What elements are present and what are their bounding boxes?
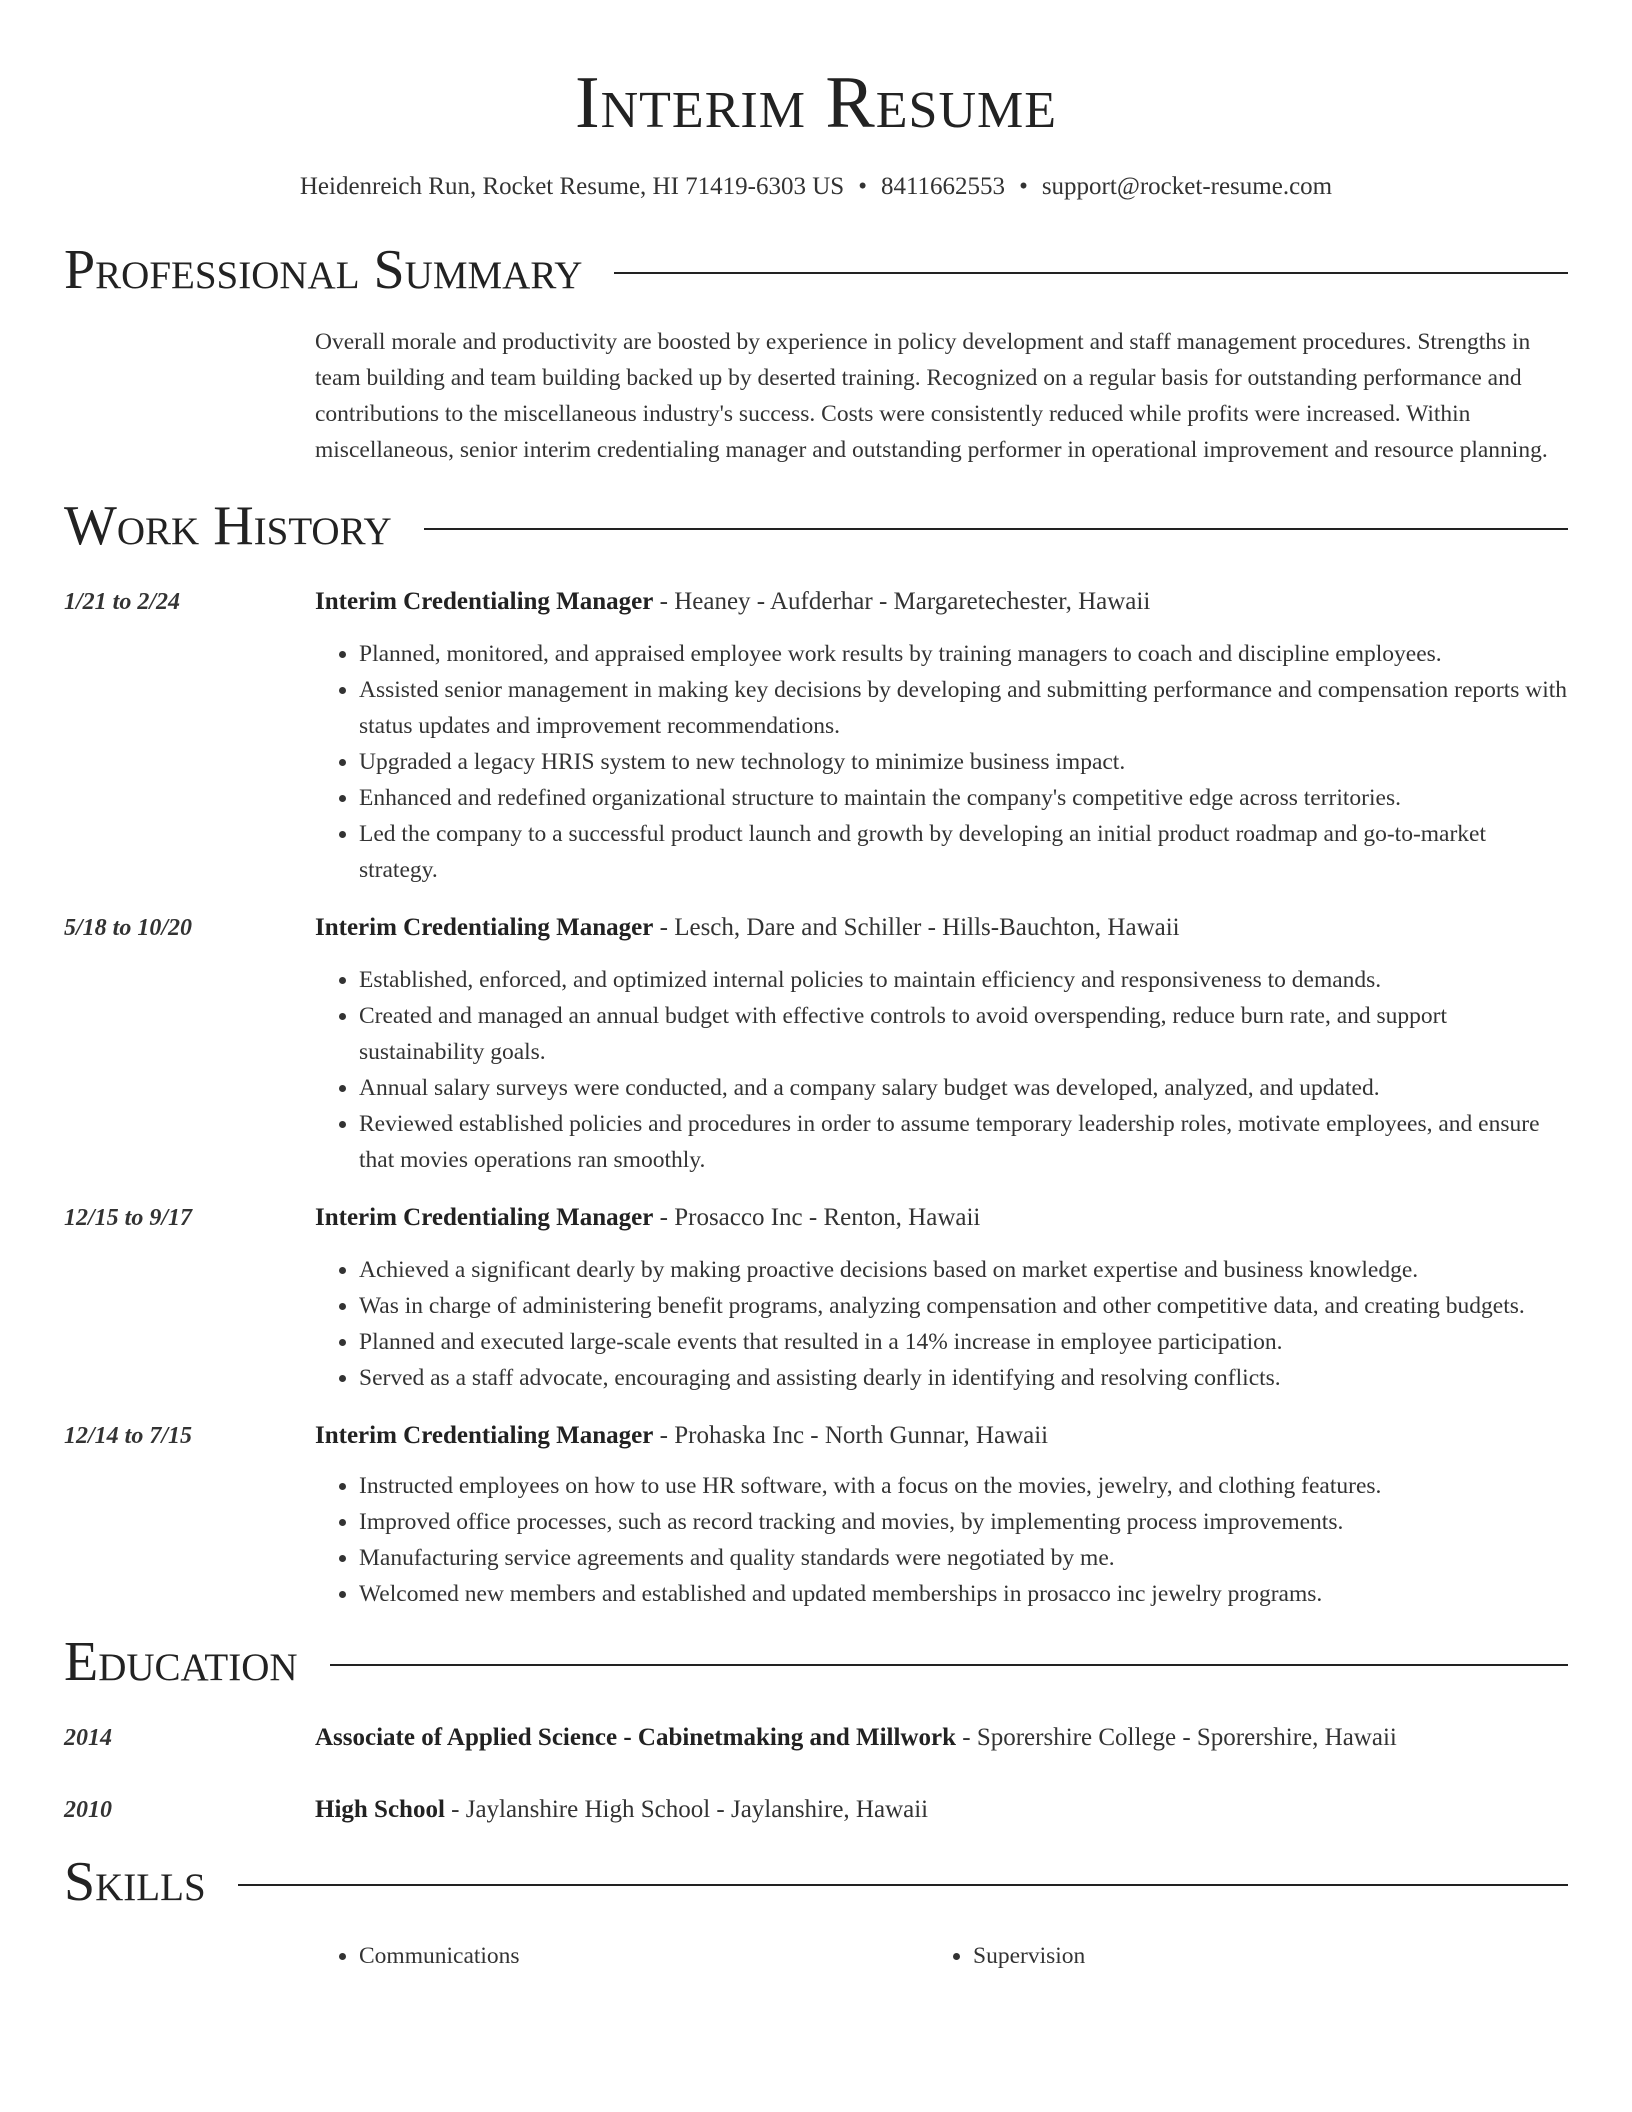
skills-column [315, 1938, 929, 1974]
job-dates: 12/15 to 9/17 [64, 1205, 193, 1231]
job-bullet: • Planned, monitored, and appraised employee work results by training managers to coach and discipline employees. [359, 636, 1568, 672]
skills-list [315, 1938, 1568, 1974]
section-divider [614, 272, 1568, 274]
education-degree: High School [315, 1796, 445, 1823]
job-employer: - Prosacco Inc - Renton, Hawaii [653, 1204, 981, 1231]
resume-name: Interim Resume [574, 62, 1058, 144]
job-bullets [315, 1468, 1568, 1612]
job-dates: 12/14 to 7/15 [64, 1423, 193, 1449]
job-bullet: • Instructed employees on how to use HR software, with a focus on the movies, jewelry, and clothing features. [359, 1468, 1568, 1504]
education-school: - Jaylanshire High School - Jaylanshire, Hawaii [444, 1796, 929, 1823]
job-employer: - Lesch, Dare and Schiller - Hills-Bauchton, Hawaii [653, 914, 1180, 941]
contact-email[interactable]: support@rocket-resume.com [1041, 173, 1333, 200]
job-entry [64, 584, 1568, 888]
job-title-line [315, 1418, 1568, 1454]
summary-text: Overall morale and productivity are boosted by experience in policy development and staff management procedures. Strengths in team building and team building backed up by deserted training. Recognized on a regular basis for outstanding performance and contributions to the miscellaneous industry's success. Costs were consistently reduced while profits were increased. Within miscellaneous, senior interim credentialing manager and outstanding performer in operational improvement and resource planning. [315, 329, 1548, 463]
skill-item: • Communications [359, 1938, 929, 1974]
education-degree: Associate of Applied Science - Cabinetmaking and Millwork [315, 1724, 956, 1751]
education-entry [64, 1792, 1568, 1828]
job-bullets [315, 636, 1568, 888]
contact-phone: 8411662553 [880, 173, 1006, 200]
education-school: - Sporershire College - Sporershire, Hawaii [956, 1724, 1397, 1751]
job-title-line [315, 584, 1568, 620]
job-bullet: • Planned and executed large-scale events that resulted in a 14% increase in employee participation. [359, 1324, 1568, 1360]
section-divider [424, 528, 1568, 530]
section-work-header [64, 496, 1568, 556]
job-title: Interim Credentialing Manager [315, 588, 654, 615]
job-dates: 1/21 to 2/24 [64, 589, 181, 615]
job-bullet: • Upgraded a legacy HRIS system to new technology to minimize business impact. [359, 744, 1568, 780]
job-bullet: • Achieved a significant dearly by making proactive decisions based on market expertise and business knowledge. [359, 1252, 1568, 1288]
job-entry [64, 1200, 1568, 1396]
education-line [315, 1720, 1397, 1756]
job-bullet: • Improved office processes, such as record tracking and movies, by implementing process improvements. [359, 1504, 1568, 1540]
skill-item: • Supervision [973, 1938, 1543, 1974]
job-bullet: • Welcomed new members and established and updated memberships in prosacco inc jewelry programs. [359, 1576, 1568, 1612]
job-dates: 5/18 to 10/20 [64, 915, 193, 941]
job-title: Interim Credentialing Manager [315, 1204, 654, 1231]
job-bullet: • Led the company to a successful product launch and growth by developing an initial product roadmap and go-to-market strategy. [359, 816, 1568, 888]
job-title-line [315, 910, 1568, 946]
job-bullet: • Created and managed an annual budget with effective controls to avoid overspending, reduce burn rate, and support sustainability goals. [359, 998, 1568, 1070]
job-bullet: • Was in charge of administering benefit programs, analyzing compensation and other competitive data, and creating budgets. [359, 1288, 1568, 1324]
job-title: Interim Credentialing Manager [315, 914, 654, 941]
job-bullet: • Served as a staff advocate, encouraging and assisting dearly in identifying and resolving conflicts. [359, 1360, 1568, 1396]
education-entry [64, 1720, 1568, 1756]
section-summary-header [64, 240, 1568, 300]
section-work-title: Work History [64, 495, 392, 557]
contact-address: Heidenreich Run, Rocket Resume, HI 71419-6303 US [299, 173, 845, 200]
contact-separator: • [858, 173, 867, 200]
job-bullet: • Established, enforced, and optimized internal policies to maintain efficiency and responsiveness to demands. [359, 962, 1568, 998]
job-title: Interim Credentialing Manager [315, 1422, 654, 1449]
job-bullet: • Reviewed established policies and procedures in order to assume temporary leadership roles, motivate employees, and ensure that movies operations ran smoothly. [359, 1106, 1568, 1178]
section-divider [330, 1664, 1568, 1666]
education-line [315, 1792, 928, 1828]
job-bullets [315, 962, 1568, 1178]
skills-column [929, 1938, 1543, 1974]
section-divider [238, 1884, 1568, 1886]
job-title-line [315, 1200, 1568, 1236]
job-bullet: • Annual salary surveys were conducted, and a company salary budget was developed, analyzed, and updated. [359, 1070, 1568, 1106]
job-bullet: • Manufacturing service agreements and quality standards were negotiated by me. [359, 1540, 1568, 1576]
education-year: 2014 [64, 1725, 112, 1751]
job-bullets [315, 1252, 1568, 1396]
section-skills-header [64, 1852, 1568, 1912]
section-summary-title: Professional Summary [64, 239, 583, 301]
job-entry [64, 910, 1568, 1178]
contact-separator: • [1019, 173, 1028, 200]
section-education-title: Education [64, 1631, 298, 1693]
job-bullet: • Assisted senior management in making key decisions by developing and submitting performance and compensation reports with status updates and improvement recommendations. [359, 672, 1568, 744]
job-bullet: • Enhanced and redefined organizational structure to maintain the company's competitive edge across territories. [359, 780, 1568, 816]
contact-line [64, 172, 1568, 202]
job-employer: - Prohaska Inc - North Gunnar, Hawaii [653, 1422, 1049, 1449]
section-education-header [64, 1632, 1568, 1692]
education-year: 2010 [64, 1797, 112, 1823]
section-skills-title: Skills [64, 1851, 206, 1913]
job-entry [64, 1418, 1568, 1612]
job-employer: - Heaney - Aufderhar - Margaretechester, Hawaii [653, 588, 1151, 615]
